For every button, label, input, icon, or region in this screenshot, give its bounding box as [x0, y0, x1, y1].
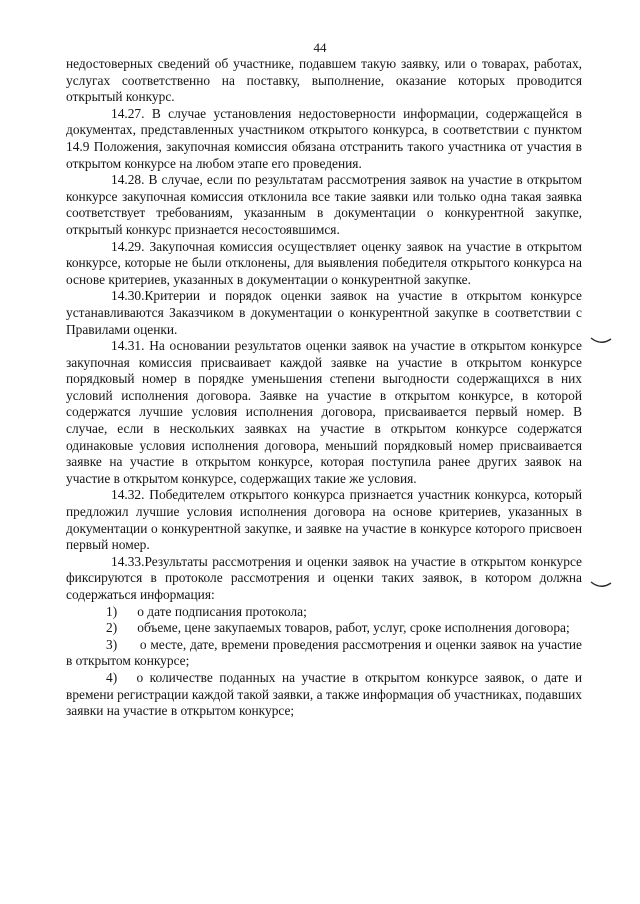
paragraph-14-33: 14.33.Результаты рассмотрения и оценки заявок на участие в открытом конкурсе фиксируются в протоколе рассмотрения и оценки таких заявок, в котором должна содержаться информация: [66, 553, 582, 602]
list-item-text: объеме, цене закупаемых товаров, работ, услуг, сроке исполнения договора; [137, 620, 570, 636]
list-item-2 [66, 620, 582, 637]
list-item-3 [66, 637, 582, 670]
list-item-text: о количестве поданных на участие в открытом конкурсе заявок, о дате и времени регистрации каждой такой заявки, а также информация об участниках, подавших заявки на участие в открытом конкурсе; [66, 669, 583, 719]
list-item-1 [66, 604, 582, 621]
paragraph-14-28: 14.28. В случае, если по результатам рассмотрения заявок на участие в открытом конкурсе закупочная комиссия отклонила все такие заявки или только одна такая заявка соответствует требованиям, указанным в документации о конкурентной закупке, открытый конкурс признается несостоявшимся. [66, 172, 582, 237]
paragraph-14-32: 14.32. Победителем открытого конкурса признается участник конкурса, который предложил лучшие условия исполнения договора на основе критериев, указанных в документации о конкурентной закупке, и заявке на участие в конкурсе которого присвоен первый номер. [66, 487, 582, 553]
list-item-4 [66, 670, 582, 720]
list-item-text: о дате подписания протокола; [137, 603, 307, 619]
list-item-number: 4) [106, 669, 118, 685]
paragraph-14-29: 14.29. Закупочная комиссия осуществляет оценку заявок на участие в открытом конкурсе, которые не были отклонены, для выявления победителя открытого конкурса на основе критериев, указанных в документации о конкурентной закупке. [66, 238, 582, 287]
paragraph-14-27: 14.27. В случае установления недостоверности информации, содержащейся в документах, представленных участником открытого конкурса, в соответствии с пунктом 14.9 Положения, закупочная комиссия обязана отстранить такого участника от участия в открытом конкурсе на любом этапе его проведения. [66, 105, 582, 171]
paragraph-14-31: 14.31. На основании результатов оценки заявок на участие в открытом конкурсе закупочная комиссия присваивает каждой заявке на участие в открытом конкурсе порядковый номер в порядке уменьшения степени выгодности содержащихся в них условий исполнения договора. Заявке на участие в открытом конкурсе, в которой содержатся лучшие условия исполнения договора, присваивается первый номер. В случае, если в нескольких заявках на участие в открытом конкурсе содержатся одинаковые условия исполнения договора, меньший порядковый номер присваивается заявке на участие в открытом конкурсе, которая поступила ранее других заявок на участие в открытом конкурсе, содержащих такие же условия. [66, 338, 582, 486]
list-item-number: 2) [106, 620, 118, 636]
paragraph-14-30: 14.30.Критерии и порядок оценки заявок на участие в открытом конкурсе устанавливаются Заказчиком в документации о конкурентной закупке в соответствии с Правилами оценки. [66, 288, 582, 337]
margin-mark [590, 580, 612, 590]
list-item-text: о месте, дате, времени проведения рассмотрения и оценки заявок на участие в открытом конкурсе; [66, 636, 582, 669]
page-number: 44 [313, 40, 327, 55]
document-body [66, 56, 582, 720]
margin-mark [590, 336, 612, 346]
list-item-number: 1) [106, 603, 118, 619]
paragraph-continuation: недостоверных сведений об участнике, подавшем такую заявку, или о товарах, работах, услугах соответственно на поставку, выполнение, оказание которых проводится открытый конкурс. [66, 56, 582, 105]
list-item-number: 3) [106, 636, 118, 652]
